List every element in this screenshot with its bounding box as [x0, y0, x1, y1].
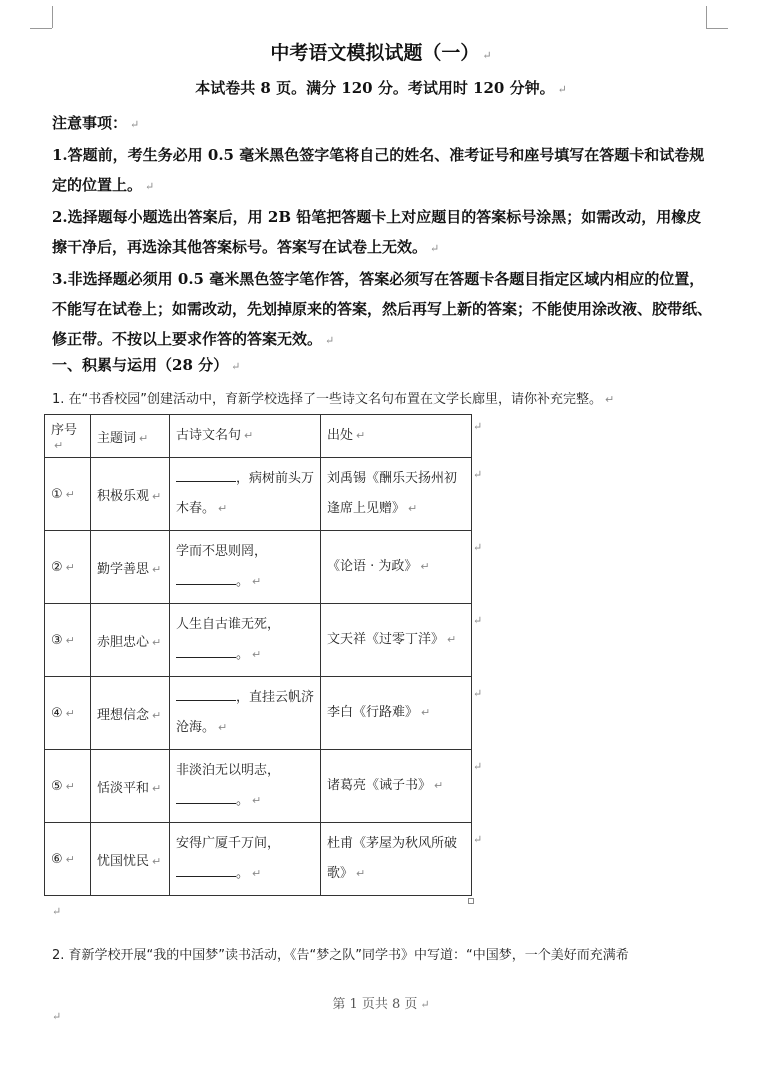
- table-row: [45, 823, 472, 896]
- paragraph-mark-icon: ↵: [430, 242, 440, 255]
- paragraph-mark-icon: ↵: [244, 429, 254, 442]
- theme-word: 恬淡平和: [97, 780, 150, 796]
- paragraph-mark-icon: ↵: [65, 706, 75, 720]
- source-cell: [321, 677, 472, 750]
- row-number-cell: [45, 750, 91, 823]
- poem-table: [44, 414, 472, 896]
- poem-line: 人生自古谁无死，: [176, 617, 281, 632]
- paragraph-mark-icon: ↵: [325, 334, 335, 347]
- theme-cell: [91, 531, 170, 604]
- theme-word: 忧国忧民: [97, 853, 150, 869]
- paragraph-mark-icon: ↵: [356, 429, 366, 442]
- paragraph-mark-icon: ↵: [434, 779, 444, 792]
- paragraph-mark-icon: ↵: [54, 439, 64, 452]
- page-title: 中考语文模拟试题（一） ↵: [270, 42, 492, 64]
- row-number: ⑤: [51, 778, 63, 794]
- page-footer: 第 1 页共 8 页 ↵: [332, 997, 430, 1012]
- notes-item: 2.选择题每小题选出答案后，用 2B 铅笔把答题卡上对应题目的答案标号涂黑；如需改动，用橡皮擦干净后，再选涂其他答案标号。答案写在试卷上无效。 ↵: [52, 208, 702, 256]
- table-row: [45, 677, 472, 750]
- paragraph-mark-icon: ↵: [65, 560, 75, 574]
- table-row: [45, 604, 472, 677]
- paragraph-mark-icon: ↵: [420, 998, 430, 1011]
- poem-line-cell: [170, 458, 321, 531]
- poem-line: ，病树前头万木春。: [176, 471, 315, 516]
- notes-item: 3.非选择题必须用 0.5 毫米黑色签字笔作答，答案必须写在答题卡各题目指定区域内相应的位置，不能写在试卷上；如需改动，先划掉原来的答案，然后再写上新的答案；不能使用涂改液、胶带纸、修正带。不按以上要求作答的答案无效。 ↵: [52, 270, 713, 348]
- row-number-cell: [45, 531, 91, 604]
- paragraph-mark-icon: ↵: [218, 721, 228, 734]
- paragraph-mark-icon: ↵: [130, 118, 140, 131]
- paragraph-mark-icon: ↵: [139, 431, 149, 445]
- poem-line: 学而不思则罔，: [176, 544, 268, 559]
- poem-line: ，直挂云帆济沧海。: [176, 690, 315, 735]
- theme-cell: [91, 677, 170, 750]
- paragraph-mark-icon: ↵: [473, 541, 483, 554]
- table-row: [45, 531, 472, 604]
- poem-line-cell: [170, 677, 321, 750]
- paragraph-mark-icon: ↵: [52, 1010, 62, 1023]
- poem-line-cell: [170, 823, 321, 896]
- question-2: 2. 育新学校开展“我的中国梦”读书活动，《告“梦之队”同学书》中写道：“中国梦，一个美好而充满希: [52, 948, 629, 963]
- poem-line-end: 。: [236, 574, 250, 589]
- theme-word: 赤胆忠心: [97, 634, 150, 650]
- theme-cell: [91, 604, 170, 677]
- paragraph-mark-icon: ↵: [473, 420, 483, 433]
- poem-line-cell: [170, 750, 321, 823]
- source-cell: [321, 458, 472, 531]
- poem-line-cell: [170, 604, 321, 677]
- source-cell: [321, 531, 472, 604]
- row-number-cell: [45, 458, 91, 531]
- header-cell: 主题词 ↵: [91, 415, 170, 458]
- question-1: 1. 在“书香校园”创建活动中，育新学校选择了一些诗文名句布置在文学长廊里，请你补充完整。 ↵: [52, 392, 615, 407]
- crop-mark-top-left: [52, 6, 53, 28]
- row-number-cell: [45, 677, 91, 750]
- paragraph-mark-icon: ↵: [65, 779, 75, 793]
- paragraph-mark-icon: ↵: [356, 867, 366, 880]
- paragraph-mark-icon: ↵: [152, 854, 162, 868]
- poem-line-end: 。: [236, 647, 250, 662]
- exam-info: 本试卷共 8 页。满分 120 分。考试用时 120 分钟。 ↵: [195, 79, 567, 97]
- poem-source: 刘禹锡《酬乐天扬州初逢席上见赠》: [327, 471, 458, 516]
- theme-word: 理想信念: [97, 707, 150, 723]
- paragraph-mark-icon: ↵: [145, 180, 155, 193]
- paragraph-mark-icon: ↵: [252, 575, 262, 588]
- table-row: [45, 750, 472, 823]
- paragraph-mark-icon: ↵: [473, 468, 483, 481]
- paragraph-mark-icon: ↵: [557, 83, 567, 96]
- poem-line-end: 。: [236, 866, 250, 881]
- paragraph-mark-icon: ↵: [231, 360, 241, 373]
- theme-cell: [91, 823, 170, 896]
- crop-mark-top-right: [706, 28, 728, 29]
- paragraph-mark-icon: ↵: [152, 781, 162, 795]
- source-cell: [321, 823, 472, 896]
- section-heading: 一、积累与运用（28 分） ↵: [52, 356, 241, 374]
- paragraph-mark-icon: ↵: [65, 852, 75, 866]
- answer-blank[interactable]: [176, 789, 236, 804]
- paragraph-mark-icon: ↵: [473, 687, 483, 700]
- poem-source: 文天祥《过零丁洋》: [327, 632, 445, 647]
- poem-line-end: 。: [236, 793, 250, 808]
- answer-blank[interactable]: [176, 686, 236, 701]
- answer-blank[interactable]: [176, 570, 236, 585]
- poem-line-cell: [170, 531, 321, 604]
- paragraph-mark-icon: ↵: [252, 648, 262, 661]
- table-resize-handle[interactable]: [468, 898, 474, 904]
- notes-item: 1.答题前，考生务必用 0.5 毫米黑色签字笔将自己的姓名、准考证号和座号填写在答题卡和试卷规定的位置上。 ↵: [52, 146, 705, 194]
- table-row: [45, 458, 472, 531]
- paragraph-mark-icon: ↵: [65, 487, 75, 501]
- poem-source: 李白《行路难》: [327, 705, 419, 720]
- paragraph-mark-icon: ↵: [252, 867, 262, 880]
- source-cell: [321, 750, 472, 823]
- paragraph-mark-icon: ↵: [605, 393, 615, 406]
- row-number: ④: [51, 705, 63, 721]
- row-number: ⑥: [51, 851, 63, 867]
- paragraph-mark-icon: ↵: [473, 614, 483, 627]
- crop-mark-top-left: [30, 28, 52, 29]
- paragraph-mark-icon: ↵: [65, 633, 75, 647]
- row-number: ③: [51, 632, 63, 648]
- paragraph-mark-icon: ↵: [152, 708, 162, 722]
- paragraph-mark-icon: ↵: [152, 562, 162, 576]
- paragraph-mark-icon: ↵: [421, 706, 431, 719]
- paragraph-mark-icon: ↵: [218, 502, 228, 515]
- answer-blank[interactable]: [176, 862, 236, 877]
- row-number-cell: [45, 823, 91, 896]
- row-number: ①: [51, 486, 63, 502]
- notes-heading: 注意事项： ↵: [52, 114, 140, 132]
- paragraph-mark-icon: ↵: [473, 760, 483, 773]
- poem-line: 安得广厦千万间，: [176, 836, 281, 851]
- header-cell: 古诗文名句 ↵: [170, 415, 321, 458]
- paragraph-mark-icon: ↵: [252, 794, 262, 807]
- paragraph-mark-icon: ↵: [420, 560, 430, 573]
- poem-line: 非淡泊无以明志，: [176, 763, 281, 778]
- table-header-row: [45, 415, 472, 458]
- poem-source: 杜甫《茅屋为秋风所破歌》: [327, 836, 458, 881]
- paragraph-mark-icon: ↵: [447, 633, 457, 646]
- paragraph-mark-icon: ↵: [152, 635, 162, 649]
- paragraph-mark-icon: ↵: [152, 489, 162, 503]
- paragraph-mark-icon: ↵: [408, 502, 418, 515]
- answer-blank[interactable]: [176, 467, 236, 482]
- poem-source: 《论语 · 为政》: [327, 559, 418, 574]
- paragraph-mark-icon: ↵: [52, 905, 62, 918]
- paragraph-mark-icon: ↵: [473, 833, 483, 846]
- header-cell: 序号↵: [45, 415, 91, 458]
- theme-cell: [91, 750, 170, 823]
- paragraph-mark-icon: ↵: [482, 49, 492, 62]
- poem-source: 诸葛亮《诫子书》: [327, 778, 432, 793]
- header-cell: 出处 ↵: [321, 415, 472, 458]
- row-number-cell: [45, 604, 91, 677]
- theme-word: 勤学善思: [97, 561, 150, 577]
- row-number: ②: [51, 559, 63, 575]
- answer-blank[interactable]: [176, 643, 236, 658]
- theme-word: 积极乐观: [97, 488, 150, 504]
- crop-mark-top-right: [706, 6, 707, 28]
- source-cell: [321, 604, 472, 677]
- theme-cell: [91, 458, 170, 531]
- notes-section: [52, 108, 712, 356]
